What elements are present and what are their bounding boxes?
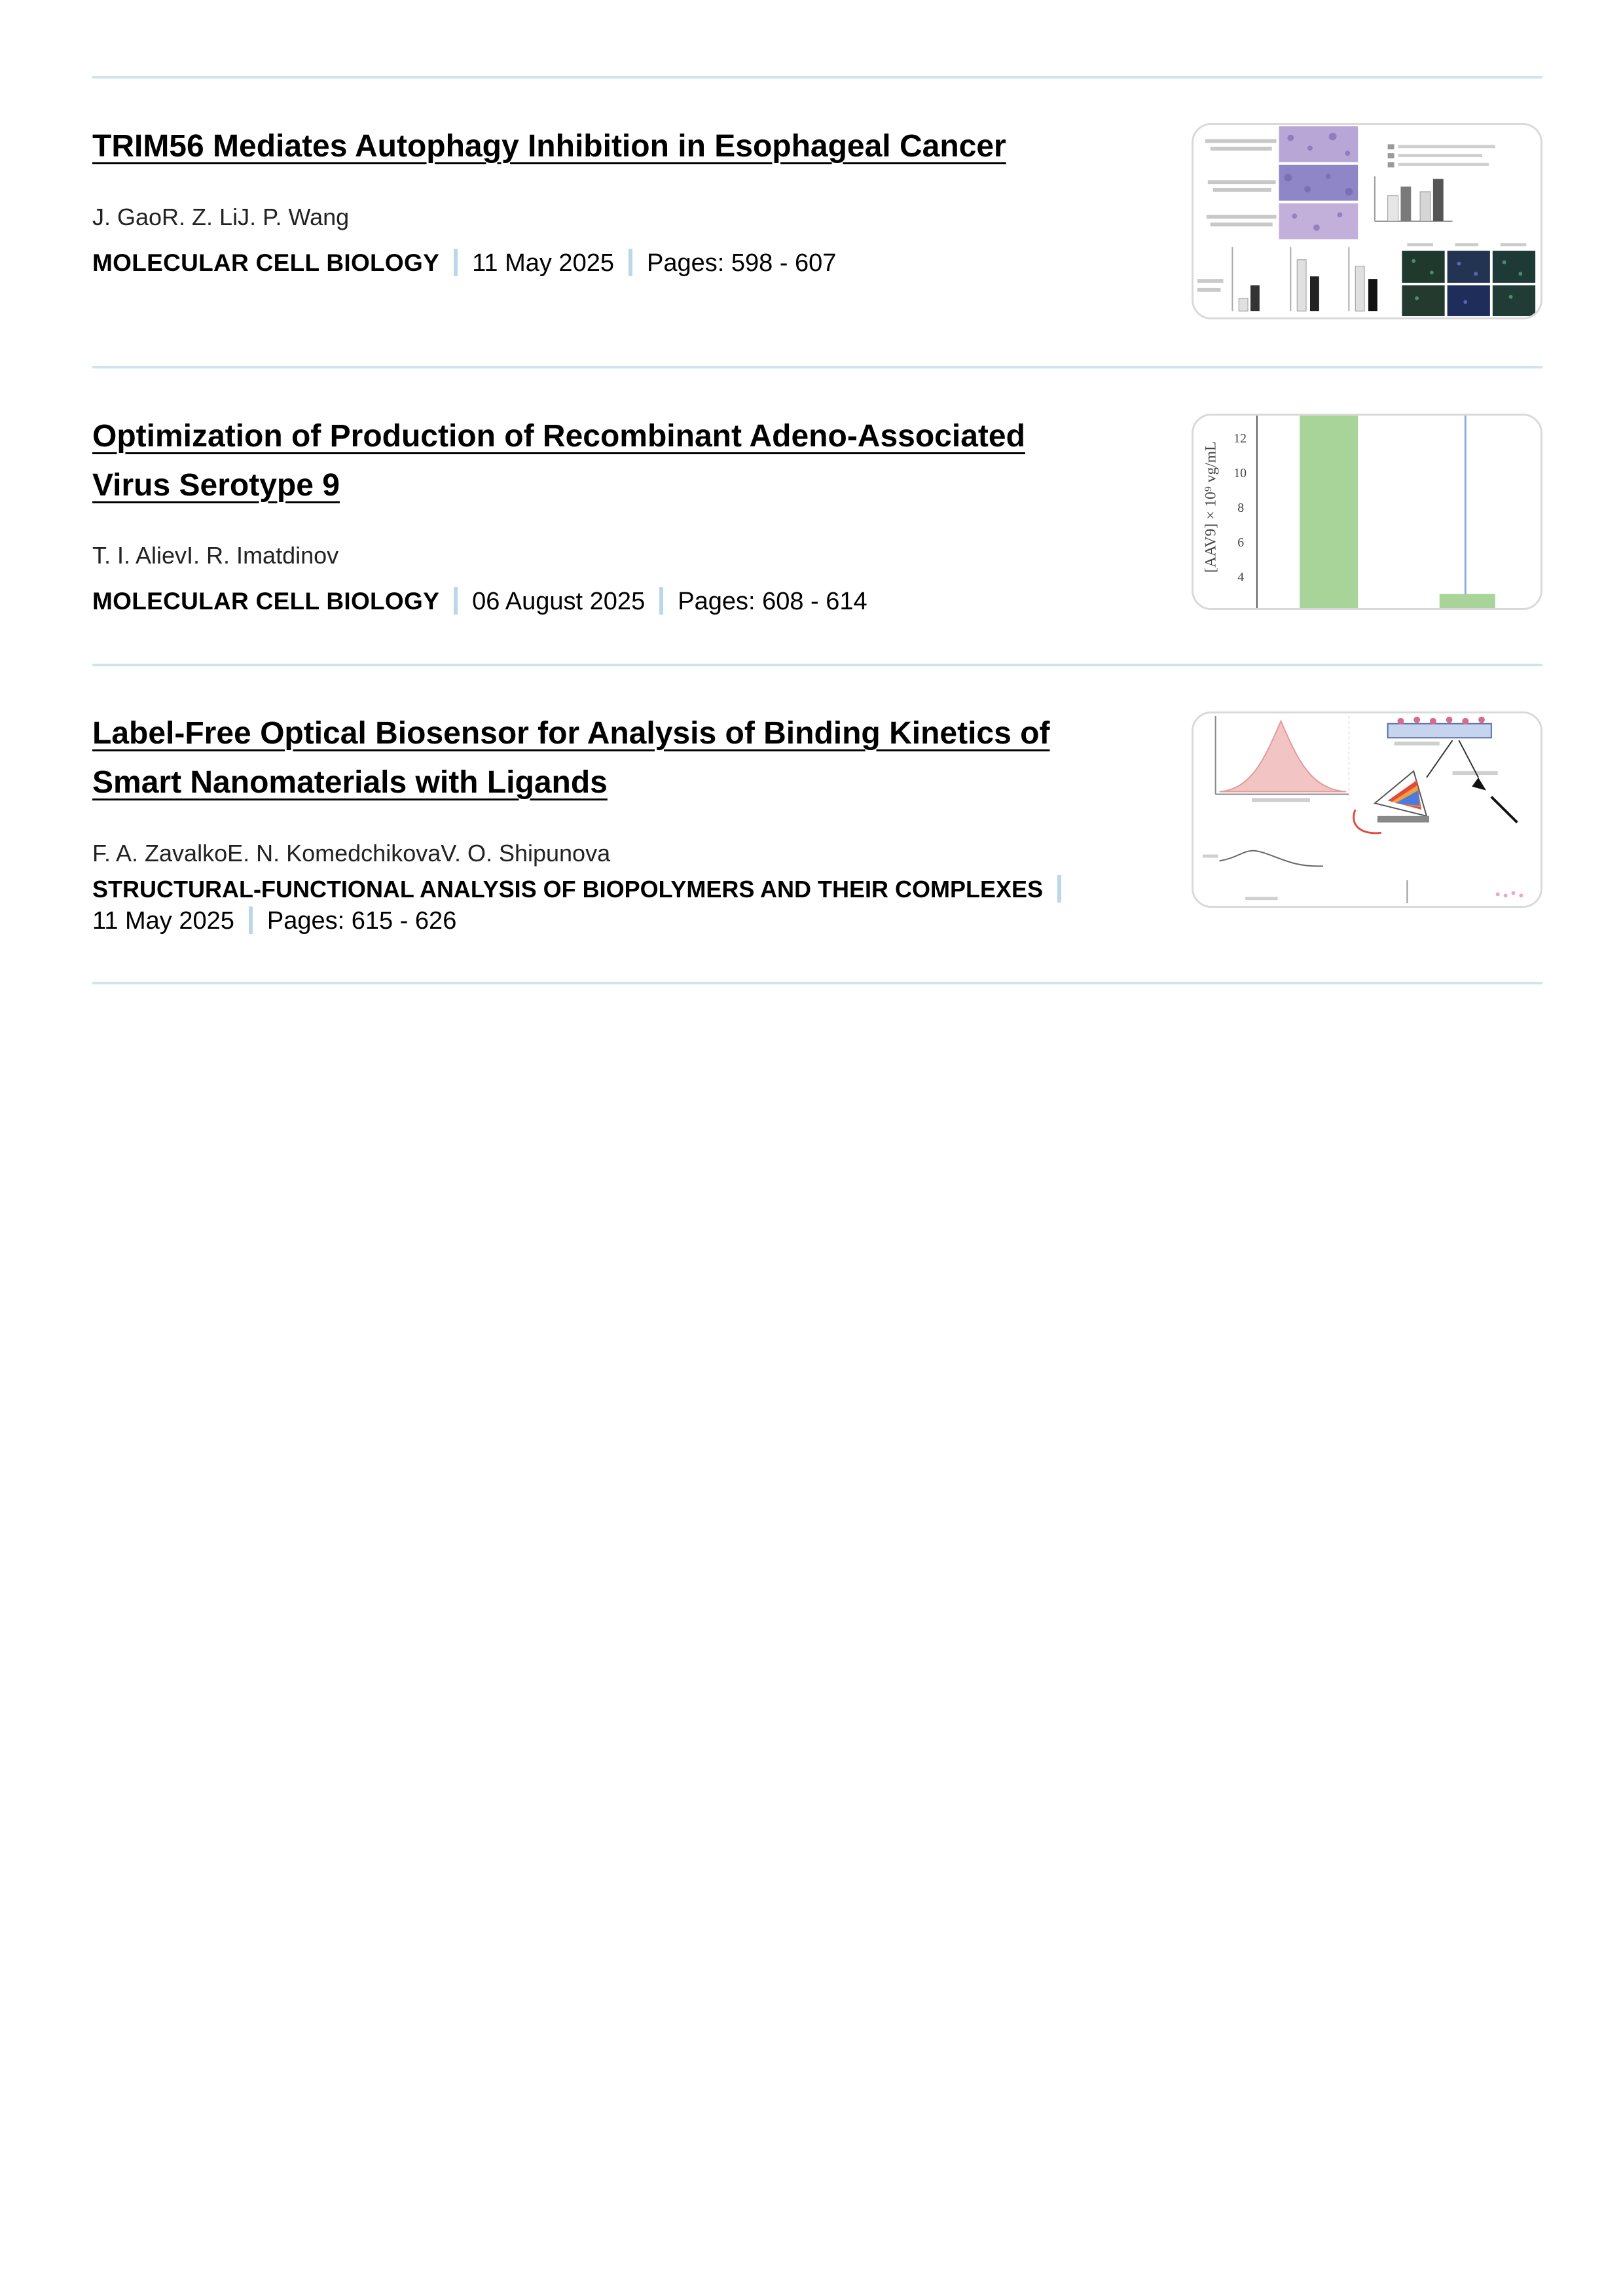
meta-separator xyxy=(659,587,663,615)
article-meta xyxy=(92,586,867,617)
publication-date: 11 May 2025 xyxy=(472,249,614,277)
article-title-link[interactable]: Optimization of Production of Recombinant Adeno-Associated xyxy=(92,419,1025,454)
divider xyxy=(92,664,1542,666)
thumbnail-tick-label: 8 xyxy=(1237,501,1245,515)
journal-name[interactable]: MOLECULAR CELL BIOLOGY xyxy=(92,249,440,276)
meta-separator xyxy=(1057,875,1061,903)
article-title-link[interactable]: Label-Free Optical Biosensor for Analysis of Binding Kinetics of xyxy=(92,716,1050,751)
article-title-link[interactable]: Virus Serotype 9 xyxy=(92,468,340,503)
article-authors: T. I. AlievI. R. Imatdinov xyxy=(92,542,339,569)
divider xyxy=(92,366,1542,368)
divider xyxy=(92,982,1542,984)
meta-separator xyxy=(629,249,632,276)
article-title xyxy=(92,122,1006,171)
article-thumbnail-image[interactable] xyxy=(1192,414,1542,610)
article-title-link[interactable]: TRIM56 Mediates Autophagy Inhibition in Esophageal Cancer xyxy=(92,129,1006,164)
figure-thumbnail-chart xyxy=(1194,416,1541,608)
article-meta xyxy=(92,874,1061,937)
figure-thumbnail-diagram xyxy=(1194,713,1541,906)
publication-date: 11 May 2025 xyxy=(92,907,234,935)
article-title xyxy=(92,709,1049,807)
journal-name[interactable]: MOLECULAR CELL BIOLOGY xyxy=(92,588,440,615)
thumbnail-tick-label: 12 xyxy=(1233,431,1247,446)
meta-separator xyxy=(249,906,253,934)
article-thumbnail-image[interactable] xyxy=(1192,123,1542,319)
figure-thumbnail-image xyxy=(1194,125,1541,317)
article-meta xyxy=(92,247,836,279)
page-range: Pages: 598 - 607 xyxy=(646,249,837,277)
divider xyxy=(92,76,1542,79)
article-title xyxy=(92,412,1025,510)
meta-separator xyxy=(454,249,458,276)
thumbnail-tick-label: 10 xyxy=(1233,466,1247,481)
thumbnail-axis-label: [AAV9] × 10⁹ vg/mL xyxy=(1202,441,1220,573)
article-authors: F. A. ZavalkoE. N. KomedchikovaV. O. Shipunova xyxy=(92,840,611,867)
journal-name[interactable]: STRUCTURAL-FUNCTIONAL ANALYSIS OF BIOPOLYMERS AND THEIR COMPLEXES xyxy=(92,876,1044,903)
meta-separator xyxy=(454,587,458,615)
article-authors: J. GaoR. Z. LiJ. P. Wang xyxy=(92,204,350,230)
thumbnail-tick-label: 6 xyxy=(1237,535,1245,550)
page-range: Pages: 608 - 614 xyxy=(678,588,867,615)
thumbnail-tick-label: 4 xyxy=(1237,569,1245,584)
article-thumbnail-image[interactable] xyxy=(1192,711,1542,908)
page-range: Pages: 615 - 626 xyxy=(266,907,457,935)
article-title-link[interactable]: Smart Nanomaterials with Ligands xyxy=(92,765,608,800)
publication-date: 06 August 2025 xyxy=(472,588,646,615)
